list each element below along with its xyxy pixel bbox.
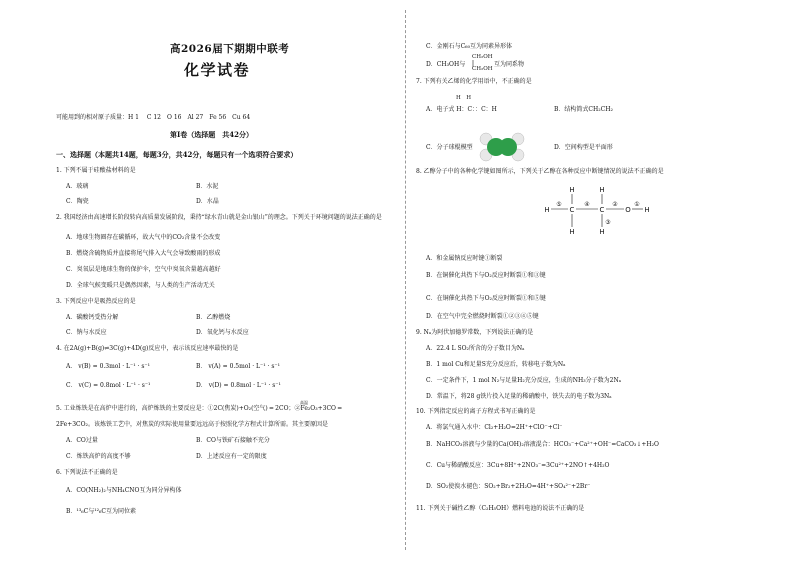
q5-option-c: C．炼铁高炉的高度不够 [66,453,131,460]
q10-option-d: D．SO₂使溴水褪色：SO₂+Br₂+2H₂O=4H⁺+SO₄²⁻+2Br⁻ [426,483,591,490]
q6-stem: 6. 下列说法不正确的是 [56,469,118,476]
q3-option-c: C．钠与水反应 [66,329,107,336]
q7-stem: 7. 下列有关乙烯的化学用语中，不正确的是 [416,78,532,85]
q5-condition-label: 高温 [300,400,308,405]
q7-electron-hydrogens: H H [456,95,472,101]
ethanol-bond-1: ① [634,201,640,208]
q1-option-b: B．水泥 [196,183,219,190]
q3-option-d: D．氧化钙与水反应 [196,329,249,336]
q3-stem: 3. 下列反应中是吸热反应的是 [56,298,136,305]
q1-option-c: C．陶瓷 [66,198,89,205]
part-one-heading: 第Ⅰ卷（选择题 共42分） [170,130,254,139]
q9-option-a: A．22.4 L SO₂所含的分子数目为Nₐ [426,345,525,352]
ethanol-h-c1-bottom: H [569,228,575,236]
q8-stem: 8. 乙醇分子中的各种化学键如图所示，下列关于乙醇在各种反应中断键情况的说法不正确的是 [416,168,664,175]
ethanol-h-left: H [544,206,550,214]
q4-option-a: A． v(B) = 0.3mol · L⁻¹ · s⁻¹ [66,363,150,370]
q1-stem: 1. 下列不属于硅酸盐材料的是 [56,167,136,174]
q9-option-d: D．常温下，将28 g铁片投入足量的稀硝酸中，铁失去的电子数为3Nₐ [426,393,612,400]
q4-option-b: B． v(A) = 0.5mol · L⁻¹ · s⁻¹ [196,363,280,370]
ethanol-h-c2-top: H [599,186,605,194]
q6-option-d-formula-top: CH₂OH [472,54,493,60]
ethanol-h-c1-top: H [569,186,575,194]
subject-title: 化学试卷 [184,61,251,79]
q9-option-b: B．1 mol Cu和足量S充分反应后，转移电子数为Nₐ [426,361,566,368]
q8-option-a: A．和金属钠反应时键①断裂 [426,255,503,262]
q8-option-d: D．在空气中完全燃烧时断裂①②③④⑤键 [426,313,539,320]
ethanol-bond-2: ② [612,201,618,208]
q5-line1: 5. 工业炼铁是在高炉中进行的，高炉炼铁的主要反应是：①2C(焦炭)+O₂(空气) ═ 2CO；②Fe₂O₃+3CO ═ [56,405,342,412]
q7-option-c: C．分子球棍模型 [426,144,473,151]
q6-option-d-suffix: 互为同系物 [494,61,525,68]
ethanol-bond-4: ④ [584,201,590,208]
q7-option-a: A．电子式 H：C：：C：H [426,106,497,113]
section-one-heading: 一、选择题（本题共14题，每题3分，共42分，每题只有一个选项符合要求） [56,150,298,159]
ethylene-ball-stick-model [478,132,526,162]
q10-option-b: B．NaHCO₃溶液与少量的Ca(OH)₂溶液混合：HCO₃⁻+Ca²⁺+OH⁻=CaCO₃↓+H₂O [426,441,659,448]
q10-stem: 10. 下列指定反应的离子方程式书写正确的是 [416,408,536,415]
q11-stem: 11. 下列关于碱性乙醇（C₂H₅OH）燃料电池的说法不正确的是 [416,505,585,512]
q6-option-c: C．金刚石与C₆₀互为同素异形体 [426,43,512,50]
q2-option-c: C．臭氧层是地球生物的保护伞，空气中臭氧含量越高越好 [66,266,221,273]
ethanol-bond-5: ⑤ [556,201,562,208]
q6-formula-bond [471,60,475,67]
q6-option-d-prefix: D．CH₃OH与 [426,61,466,68]
q9-stem: 9. Nₐ为阿伏加德罗常数，下列说法正确的是 [416,329,534,336]
q5-option-d: D．上述反应有一定的限度 [196,453,267,460]
q8-option-b: B．在铜催化共热下与O₂反应时断裂①和③键 [426,272,546,279]
q6-option-d-formula-bottom: CH₂OH [472,66,493,72]
ethanol-c1: C [569,206,575,214]
q1-option-d: D．水晶 [196,198,219,205]
q2-stem: 2. 我国经济由高速增长阶段转向高质量发展阶段，秉持“绿水青山就是金山银山”的理念。下列关于环境问题的说法正确的是 [56,214,382,221]
q10-option-a: A．将氯气通入水中：Cl₂+H₂O=2H⁺+ClO⁻+Cl⁻ [426,424,563,431]
ethanol-h-c2-bottom: H [599,228,605,236]
q4-option-c: C． v(C) = 0.8mol · L⁻¹ · s⁻¹ [66,382,151,389]
atomic-masses: 可能用到的相对原子质量：H 1 C 12 O 16 Al 27 Fe 56 Cu 64 [56,114,251,121]
ethanol-h-oh: H [644,206,650,214]
q2-option-a: A．地球生物圈存在碳循环，故大气中的CO₂含量不会改变 [66,234,221,241]
q5-option-b: B．CO与铁矿石接触不充分 [196,437,270,444]
q9-option-c: C．一定条件下，1 mol N₂与足量H₂充分反应，生成的NH₃分子数为2Nₐ [426,377,622,384]
q3-option-a: A．碳酸钙受热分解 [66,314,119,321]
q7-option-b: B．结构简式CH₂CH₂ [554,106,613,113]
q2-option-b: B．燃烧含硫物质并直接将尾气排入大气会导致酸雨的形成 [66,250,221,257]
q7-option-d: D．空间构型是平面形 [554,144,613,151]
q2-option-d: D．全球气候变暖只是偶然因素，与人类的生产活动无关 [66,282,215,289]
q1-option-a: A．玻璃 [66,183,89,190]
q5-line2: 2Fe+3CO₂。该炼铁工艺中，对焦炭的实际使用量要远远高于按照化学方程式计算所需。其主要原因是 [56,421,328,428]
column-divider [405,10,406,550]
q4-option-d: D． v(D) = 0.8mol · L⁻¹ · s⁻¹ [196,382,281,389]
q8-option-c: C．在铜催化共热下与O₂反应时断裂①和⑤键 [426,295,546,302]
ethanol-bond-3: ③ [605,219,611,226]
q3-option-b: B．乙醇燃烧 [196,314,231,321]
ethanol-bond-diagram [542,184,652,236]
q6-option-b: B．¹³₆C与¹²₆C互为同位素 [66,508,137,515]
q4-stem: 4. 在2A(g)+B(g)⇌3C(g)+4D(g)反应中，表示该反应速率最快的是 [56,345,239,352]
q5-option-a: A．CO过量 [66,437,98,444]
ethanol-o: O [625,206,631,214]
q6-option-a: A．CO(NH₂)₂与NH₄CNO互为同分异构体 [66,487,182,494]
ethanol-c2: C [599,206,605,214]
q10-option-c: C．Cu与稀硝酸反应：3Cu+8H⁺+2NO₃⁻=3Cu²⁺+2NO↑+4H₂O [426,462,610,469]
exam-title: 高2026届下期期中联考 [170,43,290,55]
